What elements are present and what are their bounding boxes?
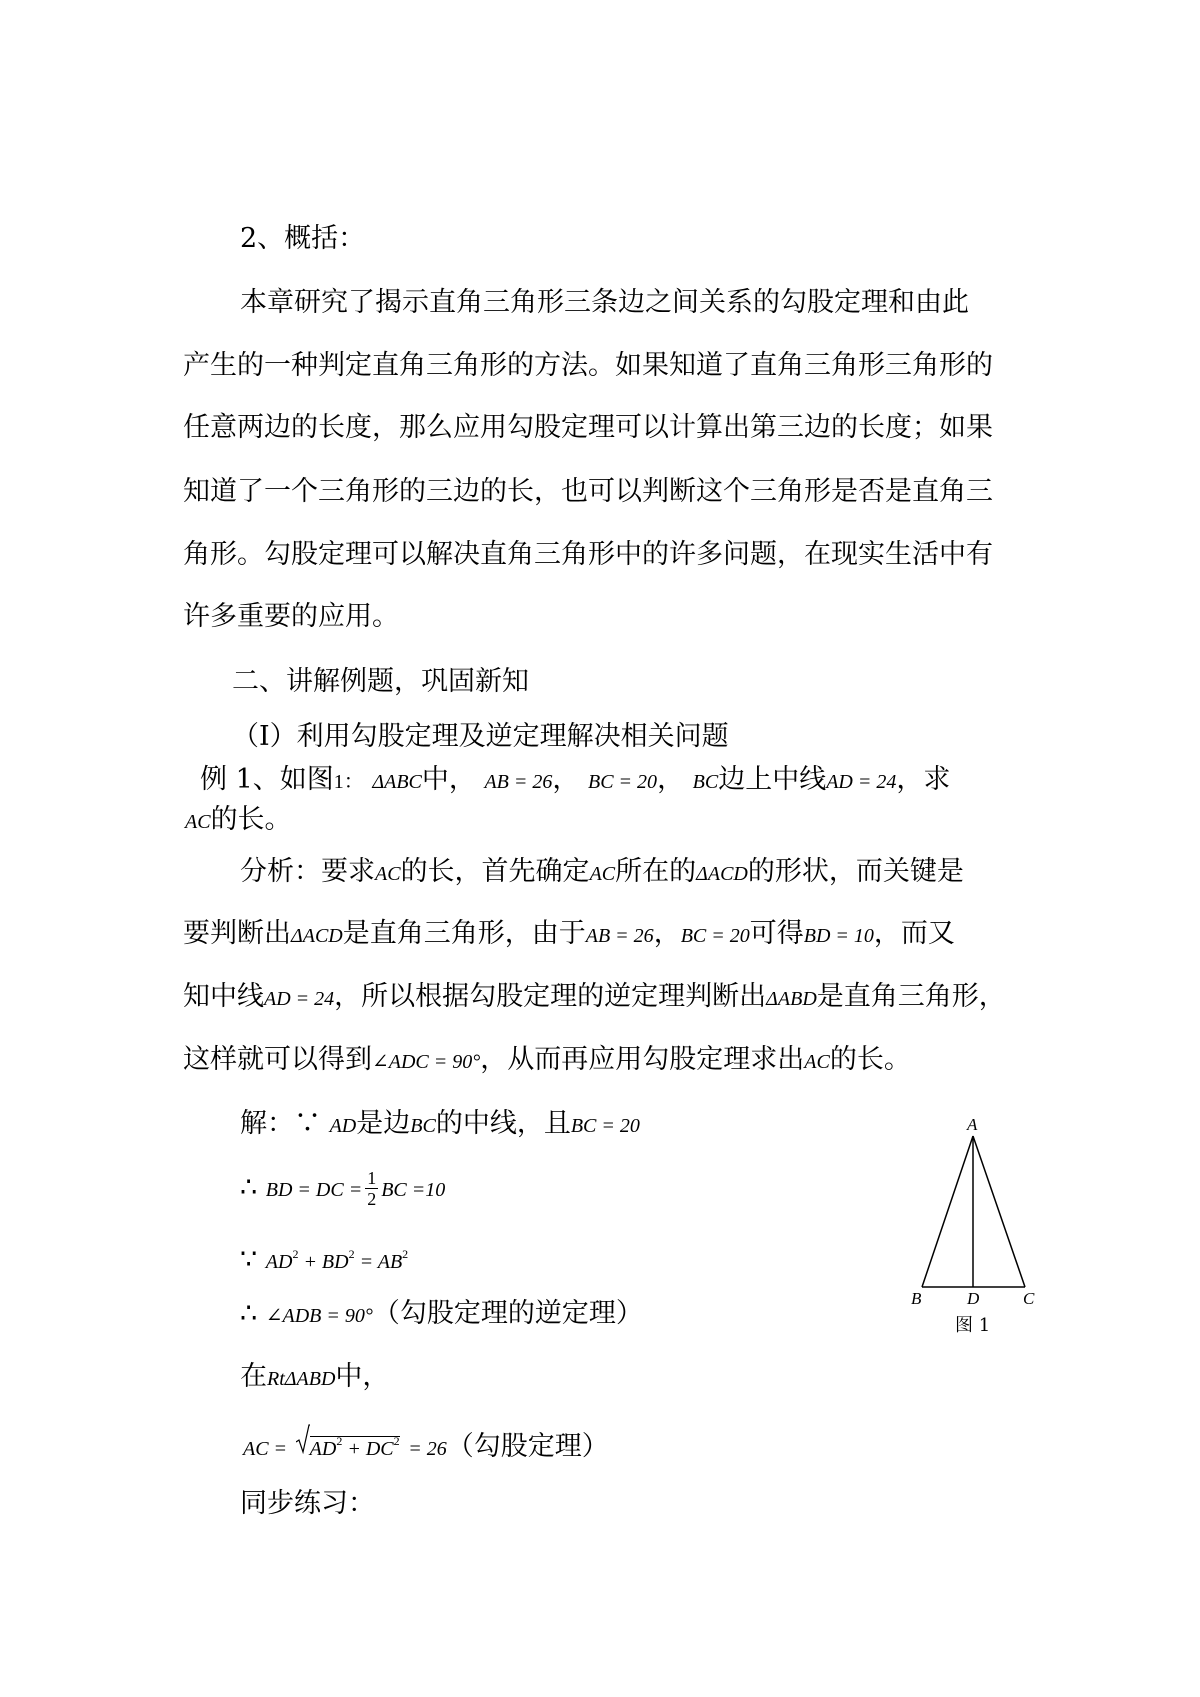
practice-title: 同步练习： [240, 1488, 375, 1519]
figure-1 [905, 1115, 1045, 1345]
summary-line: 知道了一个三角形的三边的长，也可以判断这个三角形是否是直角三 [183, 476, 993, 507]
vertex-label-b: B [911, 1289, 922, 1308]
analysis-line: 分析：要求AC的长，首先确定AC所在的ΔACD的形状，而关键是 [240, 856, 964, 887]
solution-line: 解：∵ AD是边BC的中线，且BC = 20 [240, 1108, 640, 1139]
solution-line: ∴ BD = DC = $\frac{1}{2}$ BC =10 [240, 1168, 446, 1209]
fraction-half: $\frac{1}{2}$ [367, 1168, 377, 1209]
summary-line: 产生的一种判定直角三角形的方法。如果知道了直角三角形三角形的 [183, 350, 993, 381]
solution-line: 在RtΔABD中， [240, 1361, 390, 1392]
example-1-line-1: 例 1、如图1： ΔABC中， AB = 26， BC = 20， BC边上中线AD = 24，求 [200, 764, 951, 795]
section-title-examples: 二、讲解例题，巩固新知 [232, 666, 529, 697]
eq-bc: BC = 20 [588, 771, 658, 793]
summary-line: 任意两边的长度，那么应用勾股定理可以计算出第三边的长度；如果 [183, 412, 993, 443]
subsection-title: （Ⅰ）利用勾股定理及逆定理解决相关问题 [232, 721, 729, 752]
solution-line: ∴ ∠ADB = 90°（勾股定理的逆定理） [240, 1298, 643, 1329]
summary-line: 角形。勾股定理可以解决直角三角形中的许多问题，在现实生活中有 [183, 539, 993, 570]
figure-caption: 图 1 [955, 1315, 991, 1336]
solution-line: ∵ $AD^2 + BD^2 = AB^2$ [240, 1244, 409, 1275]
triangle-abc: ΔABC [372, 771, 422, 793]
summary-line: 许多重要的应用。 [183, 601, 399, 632]
example-1-line-2: AC的长。 [185, 804, 292, 835]
vertex-label-d: D [967, 1289, 980, 1308]
eq-ab: AB = 26 [484, 771, 553, 793]
analysis-line: 这样就可以得到∠ADC = 90°，从而再应用勾股定理求出AC的长。 [183, 1044, 911, 1075]
section-title-summary: 2、概括： [240, 223, 366, 254]
square-root: $AD^2 + DC^2$ [296, 1424, 400, 1466]
solution-line: AC = $AD^2 + DC^2 = 26$（勾股定理） [243, 1424, 1200, 1466]
analysis-line: 知中线AD = 24，所以根据勾股定理的逆定理判断出ΔABD是直角三角形， [183, 981, 1006, 1012]
analysis-line: 要判断出ΔACD是直角三角形，由于AB = 26，BC = 20可得BD = 10，而又 [183, 918, 955, 949]
eq-ad: AD = 24 [826, 771, 897, 793]
radical-sign [296, 1424, 310, 1454]
vertex-label-a: A [967, 1115, 978, 1134]
vertex-label-c: C [1023, 1289, 1035, 1308]
summary-line: 本章研究了揭示直角三角形三条边之间关系的勾股定理和由此 [240, 287, 969, 318]
